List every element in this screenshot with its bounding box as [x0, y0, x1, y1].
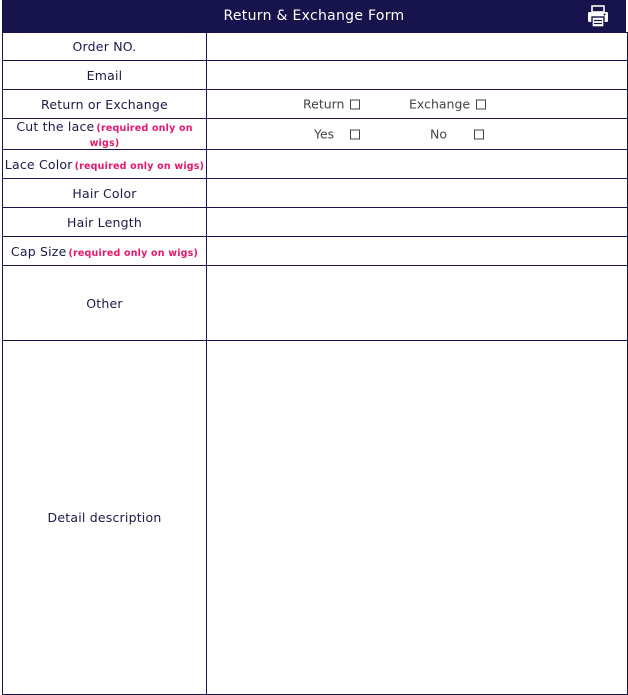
- return-or-exchange-cell: [207, 90, 628, 119]
- exchange-checkbox[interactable]: [476, 99, 486, 109]
- return-option-label: Return: [303, 96, 345, 112]
- detail-description-textarea[interactable]: [207, 341, 627, 694]
- other-textarea[interactable]: [207, 266, 627, 340]
- return-or-exchange-label: Return or Exchange: [3, 90, 207, 119]
- cut-the-lace-label: Cut the lace (required only on wigs): [3, 119, 207, 150]
- email-cell: [207, 61, 628, 90]
- cap-size-cell: [207, 237, 628, 266]
- hair-length-input[interactable]: [207, 208, 627, 236]
- email-label: Email: [3, 61, 207, 90]
- row-cut-the-lace: [3, 119, 628, 150]
- required-note: (required only on wigs): [74, 160, 205, 172]
- form-title: Return & Exchange Form: [223, 8, 405, 24]
- required-note: (required only on wigs): [68, 247, 199, 259]
- order-no-cell: [207, 33, 628, 61]
- yes-option-label: Yes: [314, 126, 335, 142]
- cut-the-lace-options: [207, 119, 627, 149]
- hair-length-label: Hair Length: [3, 208, 207, 237]
- return-option: [303, 97, 360, 112]
- no-option-label: No: [430, 126, 447, 142]
- hair-length-cell: [207, 208, 628, 237]
- lace-color-label: Lace Color (required only on wigs): [3, 150, 207, 179]
- row-detail-description: [3, 341, 628, 695]
- cut-the-lace-cell: [207, 119, 628, 150]
- form-table: [2, 32, 628, 695]
- email-input[interactable]: [207, 61, 627, 89]
- exchange-option-label: Exchange: [409, 96, 471, 112]
- row-return-or-exchange: [3, 90, 628, 119]
- row-hair-length: [3, 208, 628, 237]
- hair-color-cell: [207, 179, 628, 208]
- no-checkbox[interactable]: [474, 129, 484, 139]
- required-note: (required only on wigs): [89, 123, 193, 149]
- no-option: [430, 127, 484, 142]
- form-header: [2, 0, 626, 32]
- detail-description-label: Detail description: [3, 341, 207, 695]
- order-no-input[interactable]: [207, 33, 627, 60]
- row-email: [3, 61, 628, 90]
- printer-icon[interactable]: [586, 4, 610, 28]
- lace-color-input[interactable]: [207, 150, 627, 178]
- lace-color-cell: [207, 150, 628, 179]
- cap-size-label: Cap Size (required only on wigs): [3, 237, 207, 266]
- yes-checkbox[interactable]: [350, 129, 360, 139]
- other-cell: [207, 266, 628, 341]
- hair-color-input[interactable]: [207, 179, 627, 207]
- exchange-option: [409, 97, 486, 112]
- row-lace-color: [3, 150, 628, 179]
- other-label: Other: [3, 266, 207, 341]
- row-other: [3, 266, 628, 341]
- return-checkbox[interactable]: [350, 99, 360, 109]
- detail-description-cell: [207, 341, 628, 695]
- return-exchange-form: [2, 0, 626, 692]
- return-or-exchange-options: [207, 90, 627, 118]
- row-order-no: [3, 33, 628, 61]
- row-cap-size: [3, 237, 628, 266]
- row-hair-color: [3, 179, 628, 208]
- hair-color-label: Hair Color: [3, 179, 207, 208]
- order-no-label: Order NO.: [3, 33, 207, 61]
- yes-option: [314, 127, 360, 142]
- cap-size-input[interactable]: [207, 237, 627, 265]
